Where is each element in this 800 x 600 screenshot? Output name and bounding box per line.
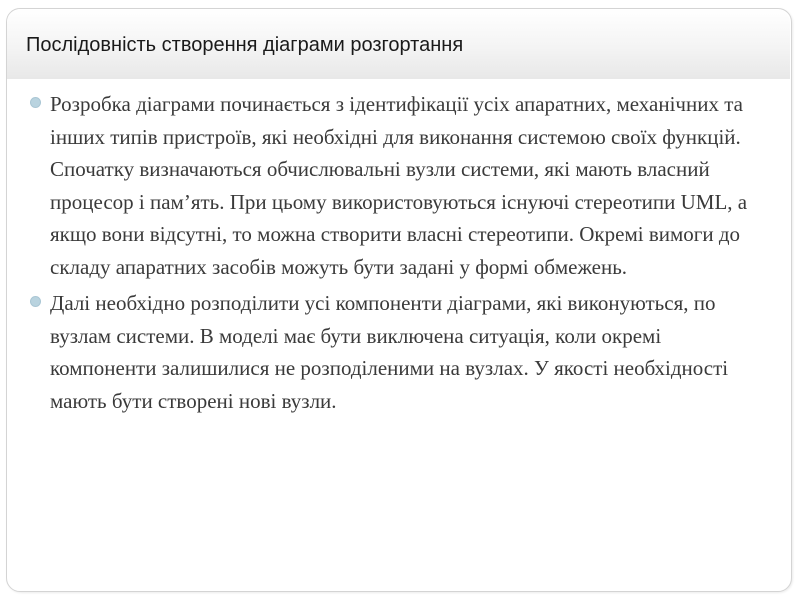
slide-title: Послідовність створення діаграми розгортання — [26, 34, 464, 56]
bullet-text: Розробка діаграми починається з ідентифікації усіх апаратних, механічних та інших типів пристроїв, які необхідні для виконання системою своїх функцій. Спочатку визначаються обчислювальні вузли системи, які мають власний процесор і пам’ять. При цьому використовуються існуючі стереотипи UML, а якщо вони відсутні, то можна створити власні стереотипи. Окремі вимоги до складу апаратних засобів можуть бути задані у формі обмежень. — [50, 92, 748, 279]
bullet-text: Далі необхідно розподілити усі компоненти діаграми, які виконуються, по вузлам системи. В моделі має бути виключена ситуація, коли окремі компоненти залишилися не розподіленими на вузлах. У якості необхідності мають бути створені нові вузли. — [50, 291, 729, 413]
bullet-list — [30, 88, 750, 421]
bullet-marker-icon — [30, 296, 41, 307]
bullet-item — [30, 88, 750, 283]
bullet-marker-icon — [30, 97, 41, 108]
bullet-item — [30, 287, 750, 417]
